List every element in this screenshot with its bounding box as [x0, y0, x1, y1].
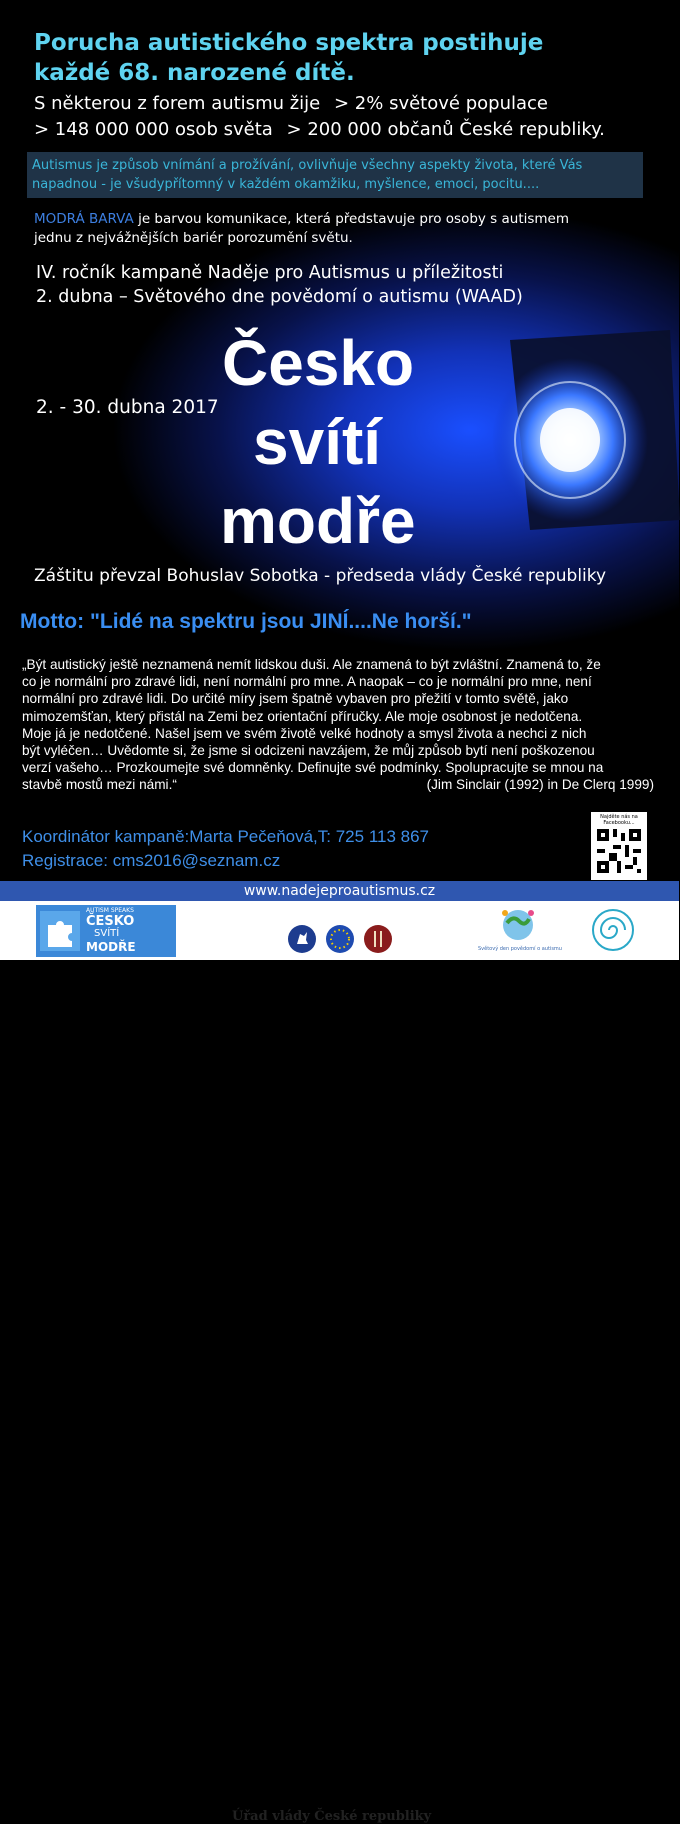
logo-sviti: SVÍTÍ [94, 928, 120, 939]
quote-last-text: stavbě mostů mezi námi.“ [22, 777, 177, 793]
autism-definition-line-2: napadnou - je všudypřítomný v každém okamžiku, myšlence, emoci, pocitu.... [32, 177, 540, 192]
stats-line-2 [34, 119, 605, 140]
quote-line: co je normální pro zdravé lidi, není normální pro mne. A naopak – co je normální pro mne, není [22, 674, 592, 690]
logo-cesko: ČESKO [86, 914, 135, 929]
stats-line-2-a: > 148 000 000 osob světa [34, 119, 273, 140]
logo-modre: MODŘE [86, 940, 136, 954]
modra-highlight: MODRÁ BARVA [34, 211, 134, 227]
campaign-dates: 2. - 30. dubna 2017 [36, 397, 219, 418]
cesko-sviti-modre-logo [36, 905, 176, 957]
motto-text: Motto: "Lidé na spektru jsou JINÍ....Ne horší." [20, 610, 472, 633]
spiral-logo-icon [588, 905, 638, 955]
autism-definition-line-1: Autismus je způsob vnímání a prožívání, ovlivňuje všechny aspekty života, které Vás [32, 158, 583, 173]
quote-last-line [22, 776, 662, 793]
puzzle-piece-icon [40, 911, 80, 951]
headline-line-2: každé 68. narozené dítě. [34, 60, 355, 86]
stats-line-2-b: > 200 000 občanů České republiky. [286, 119, 605, 140]
light-up-caption: Světový den povědomí o autismu [478, 946, 562, 952]
modra-line-2: jednu z nejvážnějších bariér porozumění světu. [34, 230, 353, 246]
quote-line: normální pro zdravé lidi. Do určité míry jsem špatně vybaven pro přežití v tomto světě, jako [22, 691, 569, 707]
campaign-line-2: 2. dubna – Světového dne povědomí o autismu (WAAD) [36, 287, 523, 307]
sinclair-quote [22, 656, 662, 794]
spotlight-lamp-icon [470, 330, 680, 540]
eu-stars-icon [325, 924, 355, 954]
czech-lion-emblem-icon [287, 924, 317, 954]
stats-line-1 [34, 93, 548, 114]
quote-line: být vyléčen… Uvědomte si, že jsme si odcizeni navzájem, že můj způsob bytí není poškozenou [22, 743, 595, 759]
government-office-label: Úřad vlády České republiky [232, 1809, 432, 1824]
modra-line-1 [34, 211, 569, 227]
autism-definition-box [27, 152, 643, 198]
facebook-qr-code[interactable] [591, 812, 647, 880]
partner-logo-strip [0, 901, 679, 1824]
autism-speaks-label: AUTISM SPEAKS [86, 907, 134, 914]
headline-line-1: Porucha autistického spektra postihuje [34, 30, 544, 56]
patronage-text: Záštitu převzal Bohuslav Sobotka - předseda vlády České republiky [34, 566, 607, 586]
modra-line-1-rest: je barvou komunikace, která představuje pro osoby s autismem [133, 211, 570, 227]
light-it-up-globe-icon [493, 905, 543, 945]
quote-line: Moje já je nedotčené. Našel jsem ve svém životě velké hodnoty a smysl života a nechci z nich [22, 725, 587, 741]
title-cesko: Česko [222, 327, 415, 399]
qr-code-icon [597, 829, 641, 873]
quote-line: „Být autistický ještě neznamená nemít lidskou duši. Ale znamená to být zvláštní. Znamená to, že [22, 657, 601, 672]
website-url[interactable]: www.nadejeproautismus.cz [243, 883, 436, 899]
campaign-line-1: IV. ročník kampaně Naděje pro Autismus u příležitosti [36, 263, 504, 283]
quote-line: mimozemšťan, který přistál na Zemi bez orientační příručky. Ale moje osobnost je nedotčena. [22, 708, 583, 724]
quote-line: verzí vašeho… Prozkoumejte své domněnky. Definujte své podmínky. Spolupracujte se mnou na [22, 760, 604, 776]
registration-email[interactable]: Registrace: cms2016@seznam.cz [22, 851, 281, 870]
quote-attribution: (Jim Sinclair (1992) in De Clerq 1999) [426, 777, 654, 793]
qr-caption: Najděte nás na Facebooku... [600, 814, 638, 826]
stats-line-1-b-text: > 2% světové populace [334, 93, 548, 114]
website-url-bar[interactable] [0, 881, 679, 901]
title-modre: modře [220, 485, 416, 557]
title-sviti: svítí [253, 406, 382, 478]
stats-line-1-b [334, 93, 548, 114]
stats-line-1-a: S některou z forem autismu žije [34, 93, 321, 114]
coordinator-contact: Koordinátor kampaně:Marta Pečeňová,T: 725 113 867 [22, 827, 430, 846]
government-seal-icon [363, 924, 393, 954]
